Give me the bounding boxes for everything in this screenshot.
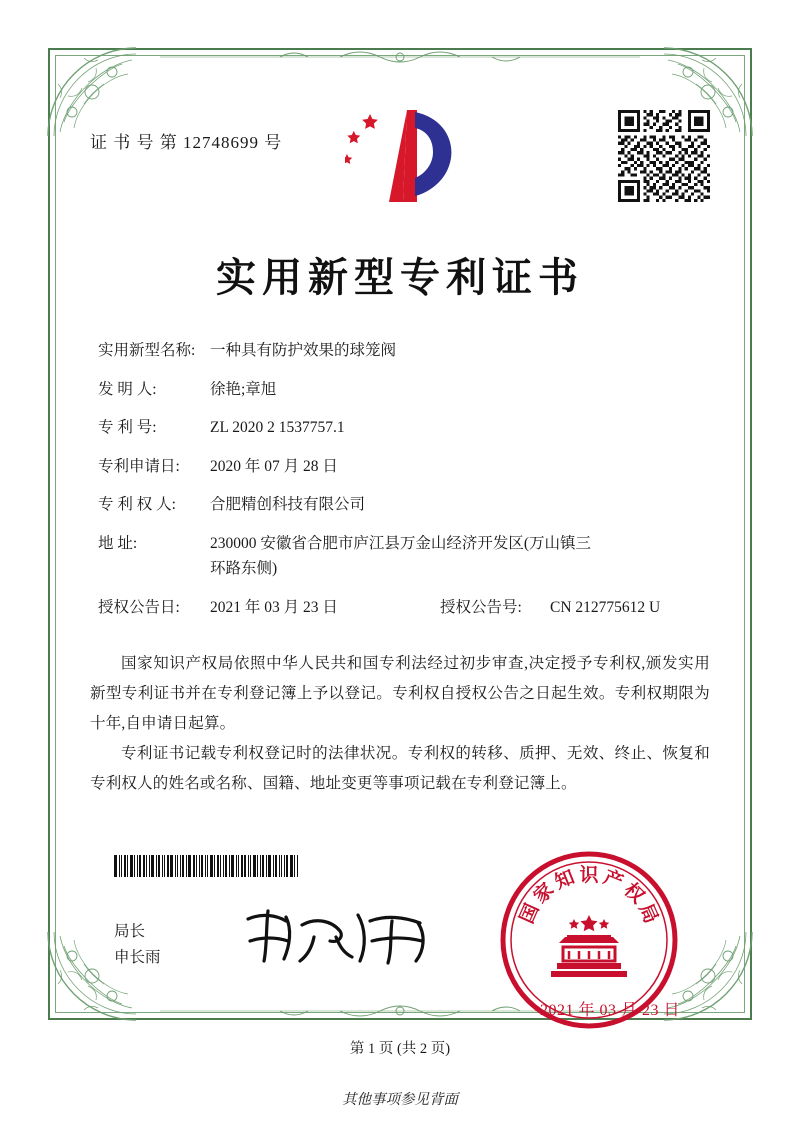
field-label: 实用新型名称: [98,342,196,359]
field-row-address [98,536,710,577]
field-value: ZL 2020 2 1537757.1 [210,419,345,436]
field-list [98,343,710,615]
field-value: 徐艳;章旭 [210,380,277,398]
field-label: 专 利 权 人: [98,496,176,513]
director-block [114,919,161,971]
address-line-2: 环路东侧) [210,560,278,577]
page-title: 实用新型专利证书 [216,255,584,301]
field-value: 2020 年 07 月 28 日 [210,457,338,475]
field-value: 一种具有防护效果的球笼阀 [210,342,397,359]
field-label: 专 利 号: [98,419,157,436]
svg-text:识: 识 [579,864,599,886]
certificate-number: 证 书 号 第 12748699 号 [90,133,283,152]
field-label: 发 明 人: [98,380,157,398]
legal-paragraph-1: 国家知识产权局依照中华人民共和国专利法经过初步审查,决定授予专利权,颁发实用新型专利证书并在专利登记簿上予以登记。专利权自授权公告之日起生效。专利权期限为十年,自申请日起算。 [90,655,710,732]
director-title-label: 局长 [114,923,146,940]
signature-area [90,855,710,1055]
field-value: 合肥精创科技有限公司 [210,496,366,513]
footnote: 其他事项参见背面 [342,1092,458,1108]
field-row-patent-number [98,420,710,436]
top-edge-ornament-icon [160,44,640,70]
svg-text:权: 权 [619,878,649,908]
field-value-grant-number: CN 212775612 U [550,598,661,616]
director-name-label: 申长雨 [114,949,161,966]
legal-paragraph-2: 专利证书记载专利权登记时的法律状况。专利权的转移、质押、无效、终止、恢复和专利权人的姓名或名称、国籍、地址变更等事项记载在专利登记簿上。 [90,745,710,792]
field-row-grant-announcement [98,600,710,616]
certificate-content [90,100,710,799]
legal-text [90,649,710,799]
barcode-icon [114,855,324,877]
field-label: 地 址: [98,534,138,552]
field-value-address [210,536,710,577]
field-row-inventor [98,382,710,398]
field-value-grant-date: 2021 年 03 月 23 日 [210,598,338,616]
header-row [90,100,710,220]
address-line-1: 230000 安徽省合肥市庐江县万金山经济开发区(万山镇三 [210,534,592,552]
field-label-grant-date: 授权公告日: [98,598,180,616]
svg-text:家: 家 [529,878,559,908]
field-label-grant-number: 授权公告号: [440,598,522,616]
field-row-utility-model-name [98,343,710,359]
cnipa-logo-icon [345,104,465,209]
svg-text:知: 知 [551,865,578,894]
field-label: 专利申请日: [98,457,180,475]
handwritten-signature-icon [240,903,440,973]
seal-date: 2021 年 03 月 23 日 [539,1002,680,1019]
svg-text:局: 局 [634,900,663,927]
page-number: 第 1 页 (共 2 页) [349,1041,451,1057]
svg-text:国: 国 [515,900,544,927]
field-row-application-date [98,459,710,475]
qr-code-icon [618,110,710,202]
svg-text:产: 产 [600,865,627,894]
field-row-patentee [98,497,710,513]
